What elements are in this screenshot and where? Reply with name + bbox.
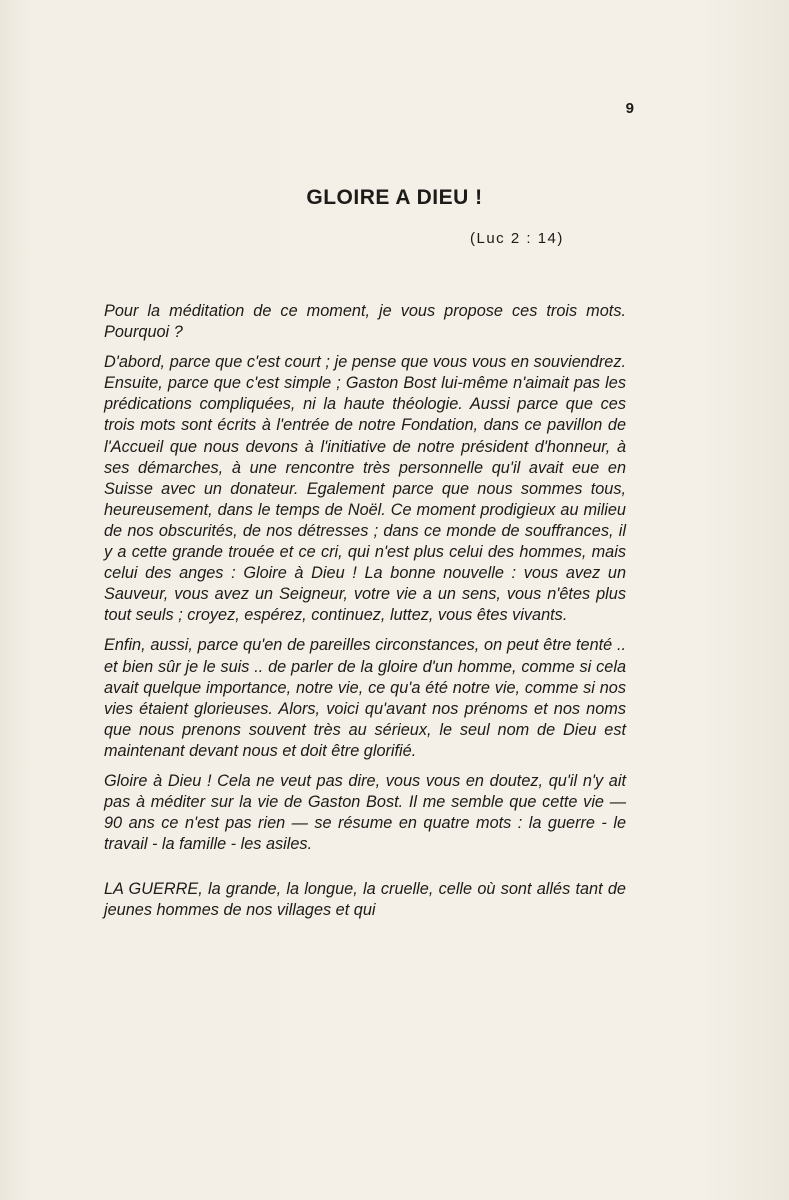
paragraph-four-words: Gloire à Dieu ! Cela ne veut pas dire, vous vous en doutez, qu'il n'y ait pas à méditer sur la vie de Gaston Bost. Il me semble que cette vie — 90 ans ce n'est pas rien — se résume en quatre mots : la guerre - le travail - la famille - les asiles.	[104, 771, 626, 854]
page-title: GLOIRE A DIEU !	[306, 186, 483, 209]
paragraph-war: LA GUERRE, la grande, la longue, la cruelle, celle où sont allés tant de jeunes hommes de nos villages et qui	[104, 880, 626, 920]
page-number: 9	[625, 100, 634, 117]
bible-reference: (Luc 2 : 14)	[470, 230, 564, 247]
paragraph-glory-of-man: Enfin, aussi, parce qu'en de pareilles circonstances, on peut être tenté .. et bien sûr je le suis .. de parler de la gloire d'un homme, comme si cela avait quelque importance, notre vie, ce qu'a été notre vie, comme si nos vies étaient glorieuses. Alors, voici qu'avant nos prénoms et nos noms que nous prenons souvent très au sérieux, le seul nom de Dieu est maintenant devant nous et doit être glorifié.	[104, 636, 626, 760]
paragraph-intro: Pour la méditation de ce moment, je vous propose ces trois mots. Pourquoi ?	[104, 302, 626, 342]
paragraph-reasons: D'abord, parce que c'est court ; je pense que vous vous en souviendrez. Ensuite, parce que c'est simple ; Gaston Bost lui-même n'aimait pas les prédications compliquées, ni la haute théologie. Aussi parce que ces trois mots sont écrits à l'entrée de notre Fondation, dans ce pavillon de l'Accueil que nous devons à l'initiative de notre président d'honneur, à ses démarches, à une rencontre très personnelle qu'il avait eue en Suisse avec un donateur. Egalement parce que nous sommes tous, heureusement, dans le temps de Noël. Ce moment prodigieux au milieu de nos obscurités, de nos détresses ; dans ce monde de souffrances, il y a cette grande trouée et ce cri, qui n'est plus celui des hommes, mais celui des anges : Gloire à Dieu ! La bonne nouvelle : vous avez un Sauveur, vous avez un Seigneur, votre vie a un sens, vous n'êtes plus tout seuls ; croyez, espérez, continuez, luttez, vous êtes vivants.	[104, 353, 626, 625]
body-text	[104, 301, 626, 931]
